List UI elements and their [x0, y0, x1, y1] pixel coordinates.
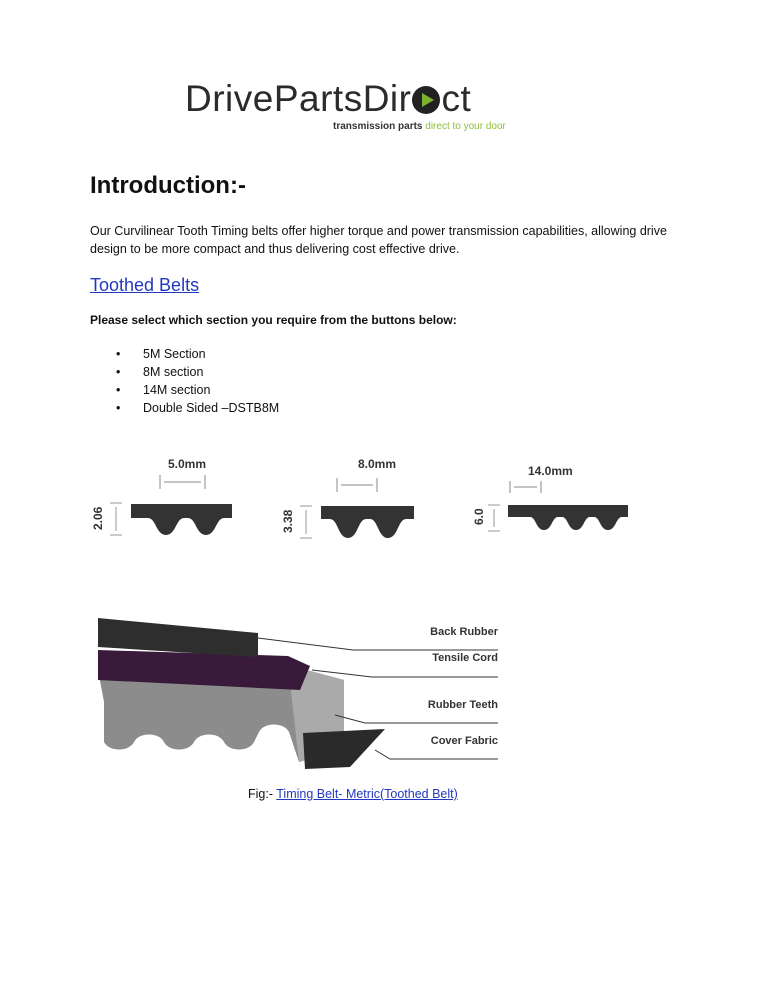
play-icon: [412, 86, 440, 114]
profile-8m: [281, 457, 414, 538]
label-tensile-cord: Tensile Cord: [432, 652, 498, 664]
logo-brand-end: ct: [441, 78, 472, 119]
instruction-text: Please select which section you require from the buttons below:: [90, 313, 457, 327]
pitch-label: 8.0mm: [358, 457, 397, 471]
caption-link[interactable]: Timing Belt- Metric(Toothed Belt): [276, 787, 458, 801]
profile-14m: [472, 464, 628, 531]
pitch-label: 5.0mm: [168, 457, 207, 471]
label-cover-fabric: Cover Fabric: [430, 735, 498, 747]
list-item: • 5M Section: [110, 345, 279, 363]
intro-paragraph: Our Curvilinear Tooth Timing belts offer higher torque and power transmission capabilities, allowing drive design to be more compact and thus delivering cost effective drive.: [90, 224, 667, 256]
height-label: 6.0: [472, 508, 486, 525]
logo-tagline-color: direct to your door: [425, 121, 506, 132]
belt-construction-diagram: [90, 610, 510, 770]
list-item: • 14M section: [110, 381, 279, 399]
section-list: [110, 345, 279, 417]
list-item: • 8M section: [110, 363, 279, 381]
caption-prefix: Fig:-: [248, 787, 273, 801]
logo-brand: DrivePartsDir: [185, 78, 412, 119]
pitch-label: 14.0mm: [528, 464, 573, 478]
height-label: 2.06: [91, 506, 105, 530]
height-label: 3.38: [281, 509, 295, 533]
logo-tagline: transmission parts: [333, 121, 423, 132]
label-rubber-teeth: Rubber Teeth: [427, 699, 498, 711]
page-heading: Introduction:-: [90, 172, 246, 199]
label-back-rubber: Back Rubber: [430, 626, 498, 638]
drive-parts-direct-logo: [185, 80, 585, 136]
list-item: • Double Sided –DSTB8M: [110, 399, 279, 417]
figure-caption: [248, 786, 458, 802]
toothed-belts-link[interactable]: Toothed Belts: [90, 275, 200, 295]
profile-5m: [91, 457, 232, 535]
belt-profiles-figure: [90, 445, 650, 545]
